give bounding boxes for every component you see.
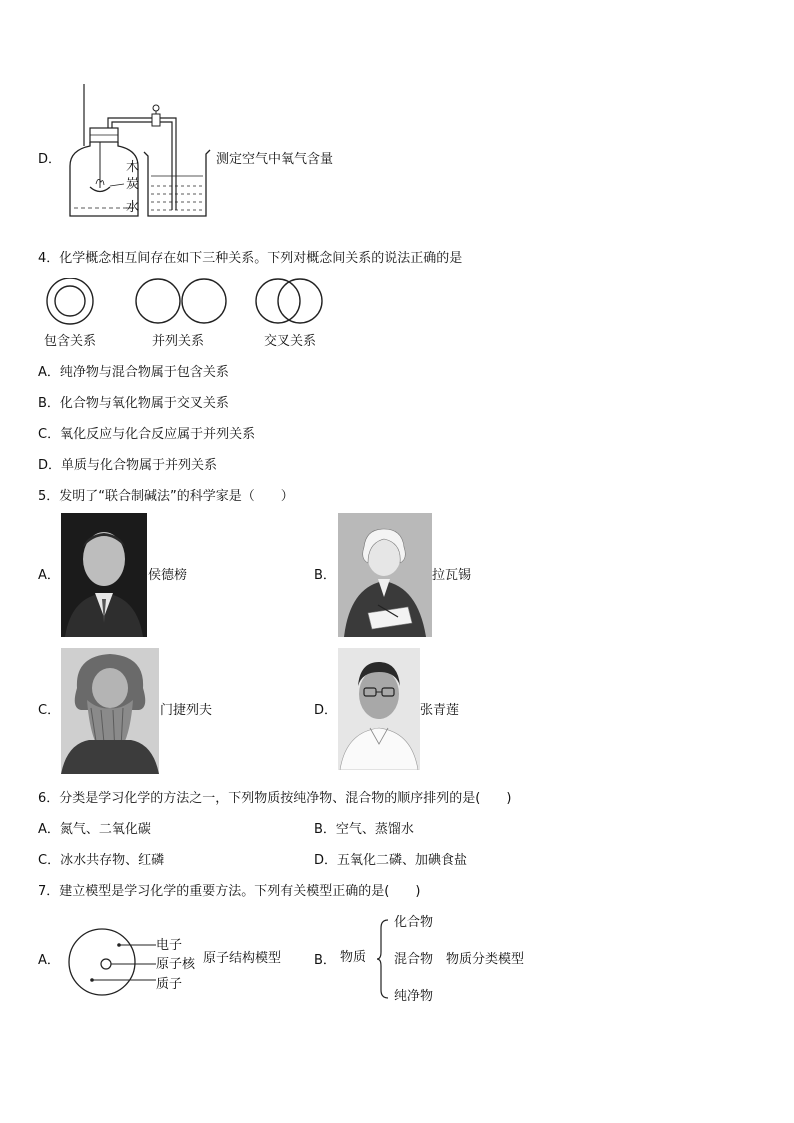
portrait-photo (61, 513, 147, 637)
scientist-name: 侯德榜 (148, 568, 188, 583)
label-water: 水 (126, 200, 140, 215)
question-stem: 4．化学概念相互间存在如下三种关系。下列对概念间关系的说法正确的是 (38, 251, 463, 266)
label-wood: 木 (126, 160, 140, 175)
diagram-label: 并列关系 (152, 334, 205, 349)
label-nucleus: 原子核 (156, 957, 196, 972)
option-text: 测定空气中氧气含量 (216, 152, 334, 167)
option-letter: A． (38, 568, 60, 583)
label-charcoal: 炭 (126, 177, 140, 192)
option-letter: B． (314, 568, 336, 583)
diagram-label: 包含关系 (44, 334, 97, 349)
scientist-name: 张青莲 (420, 703, 460, 718)
option-c: C．冰水共存物、红磷 (38, 853, 165, 868)
portrait-photo (338, 648, 420, 770)
option-letter: D． (38, 152, 62, 167)
option-b: B．空气、蒸馏水 (314, 822, 414, 837)
question-stem: 6．分类是学习化学的方法之一，下列物质按纯净物、混合物的顺序排列的是( ) (38, 791, 512, 806)
option-letter: D． (314, 703, 338, 718)
question-stem: 7．建立模型是学习化学的重要方法。下列有关模型正确的是( ) (38, 884, 421, 899)
scientist-name: 门捷列夫 (160, 703, 213, 718)
branch-term: 纯净物 (394, 989, 434, 1004)
intersection-diagram (256, 279, 322, 323)
option-c: C．氧化反应与化合反应属于并列关系 (38, 427, 256, 442)
label-proton: 质子 (156, 977, 183, 992)
option-letter: C． (38, 703, 61, 718)
branch-term: 化合物 (394, 915, 434, 930)
option-a: A．氮气、二氧化碳 (38, 822, 151, 837)
option-letter: B． (314, 953, 336, 968)
option-a: A．纯净物与混合物属于包含关系 (38, 365, 229, 380)
option-d: D．单质与化合物属于并列关系 (38, 458, 218, 473)
parallel-diagram (136, 279, 226, 323)
root-term: 物质 (340, 950, 367, 965)
relationship-diagrams (40, 278, 330, 328)
left-brace-icon (376, 918, 390, 1000)
branch-term: 混合物 (394, 952, 434, 967)
option-d: D．五氧化二磷、加碘食盐 (314, 853, 468, 868)
option-letter: A． (38, 953, 60, 968)
atom-model-diagram (64, 926, 156, 998)
inclusion-diagram (47, 278, 93, 324)
scientist-name: 拉瓦锡 (432, 568, 472, 583)
option-b: B．化合物与氧化物属于交叉关系 (38, 396, 229, 411)
question-stem: 5．发明了“联合制碱法”的科学家是（ ） (38, 489, 294, 504)
diagram-label: 交叉关系 (264, 334, 317, 349)
portrait-photo (338, 513, 432, 637)
portrait-photo (61, 648, 159, 774)
label-electron: 电子 (156, 938, 183, 953)
model-caption: 原子结构模型 (203, 951, 282, 966)
model-caption: 物质分类模型 (446, 952, 525, 967)
